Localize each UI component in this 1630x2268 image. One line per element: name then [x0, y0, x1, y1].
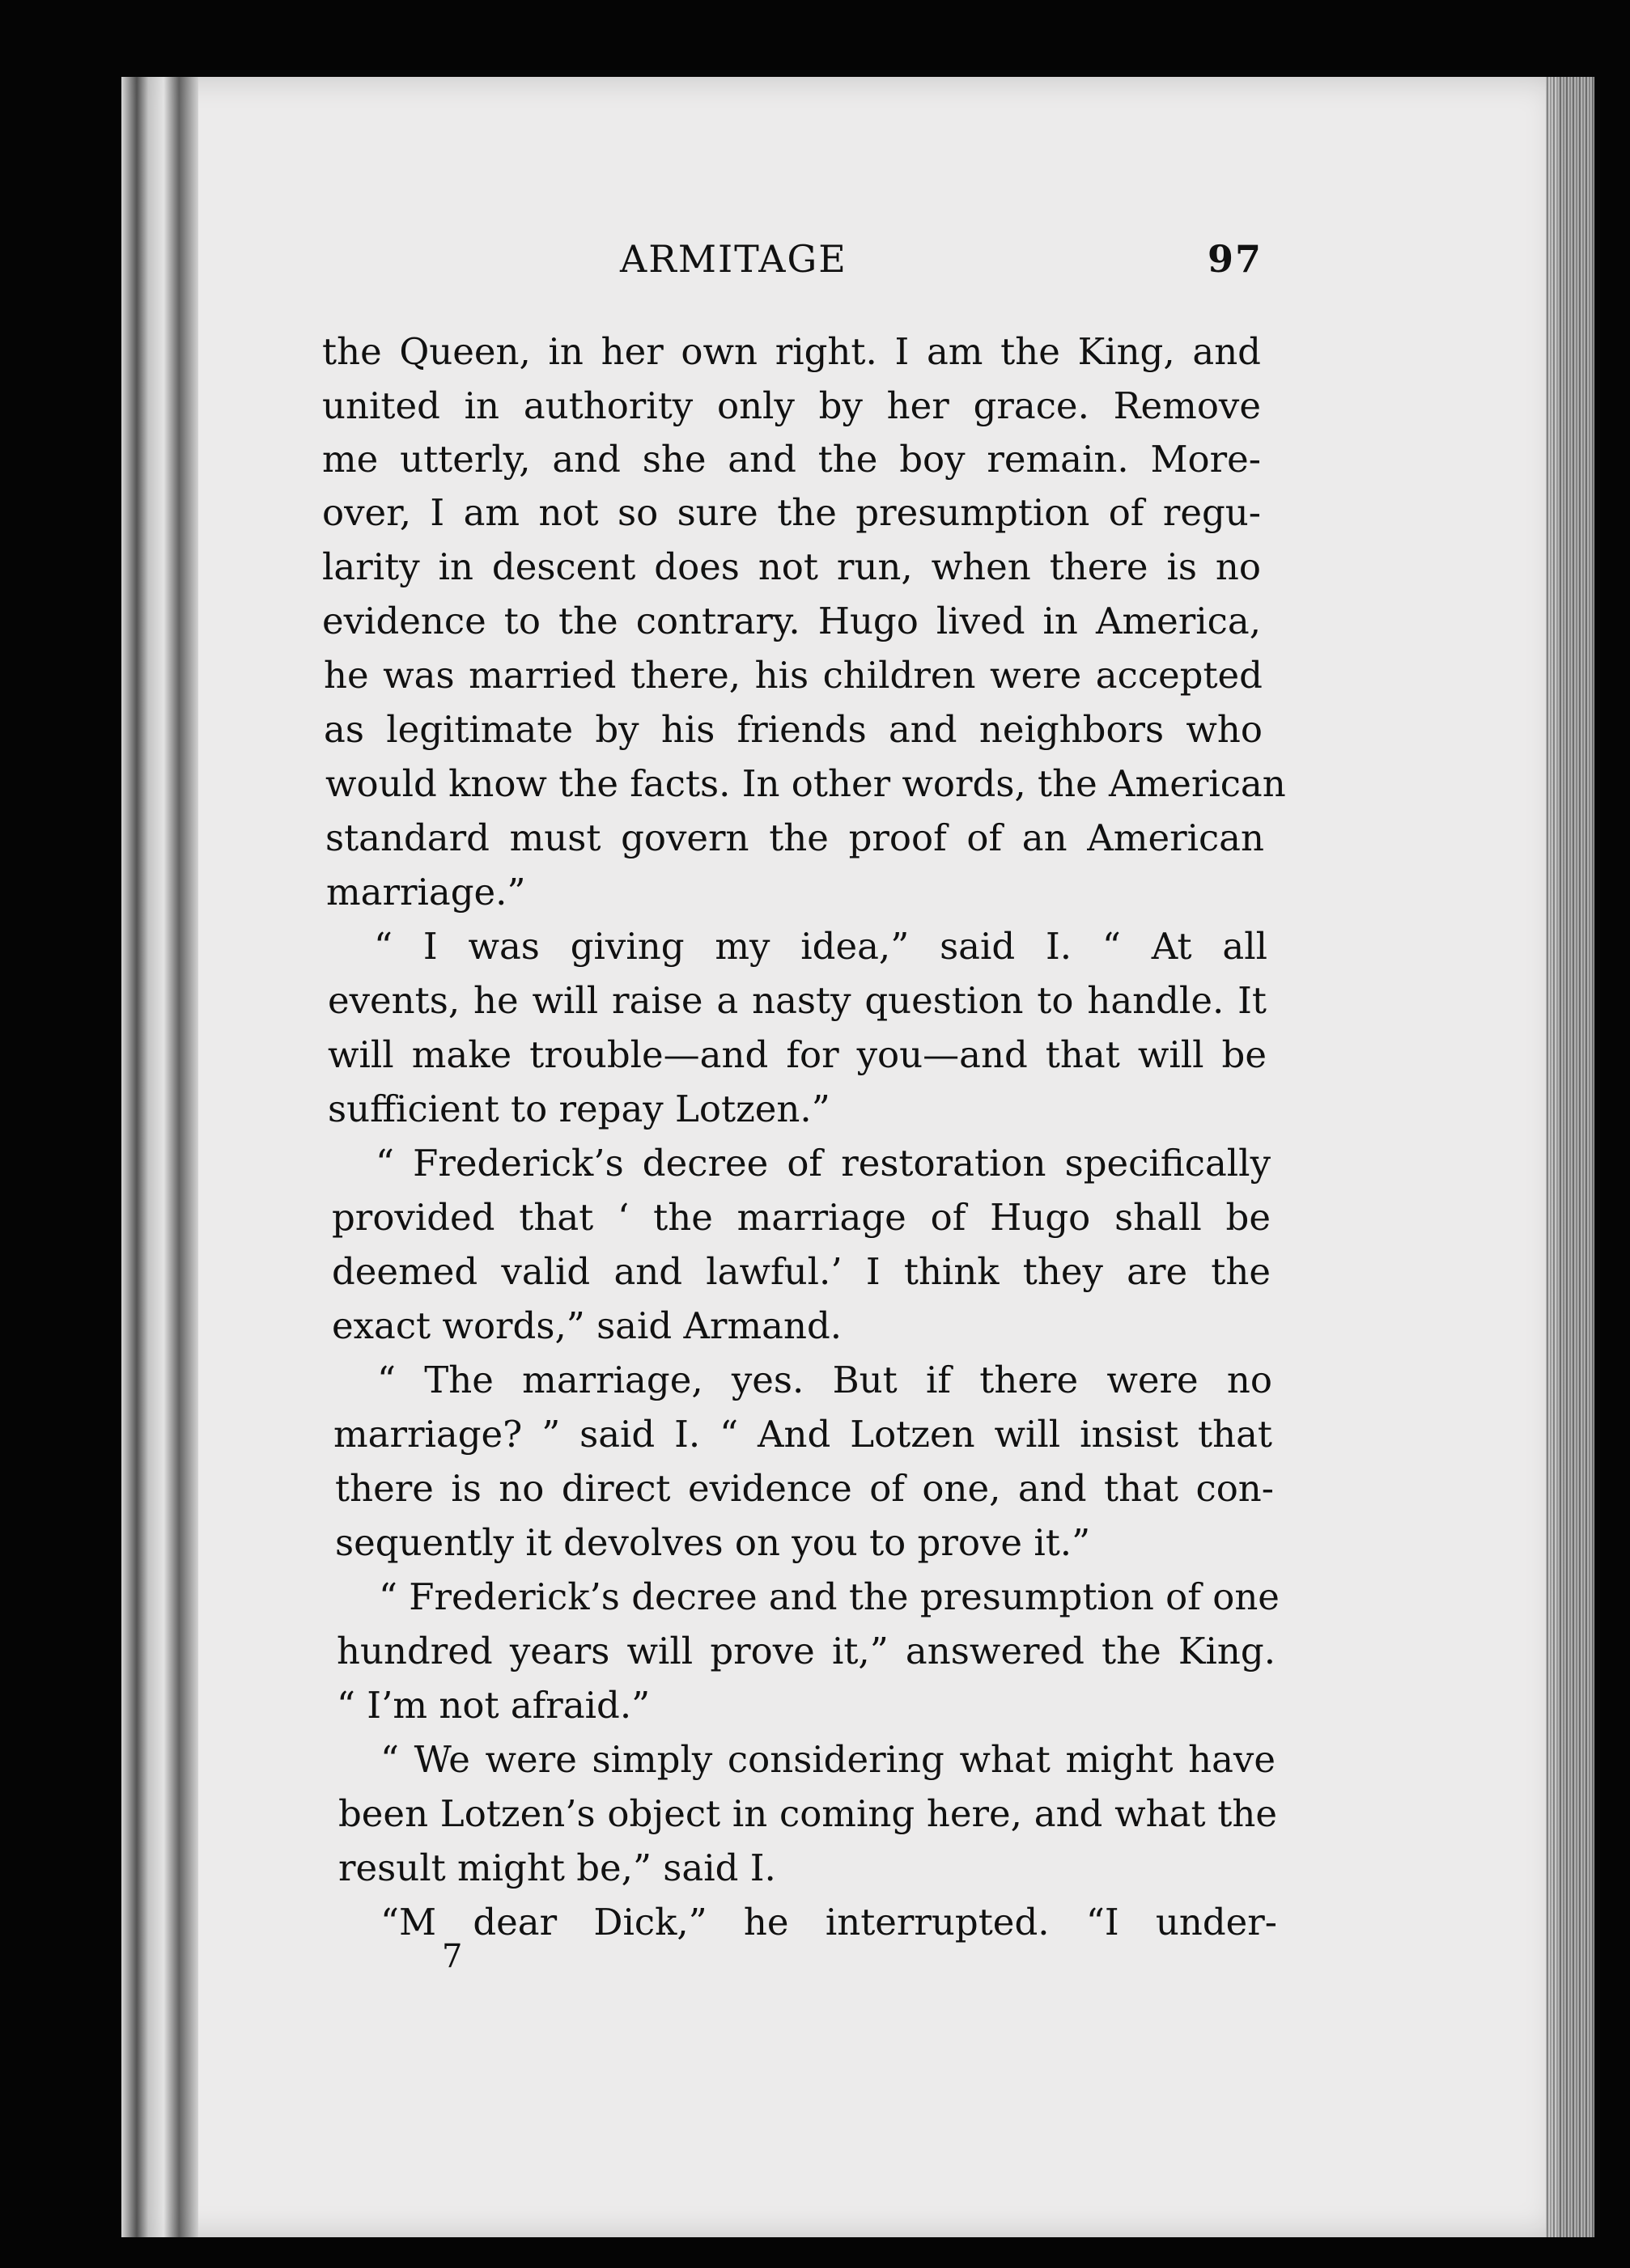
text-line: “ I’m not afraid.” [337, 1684, 651, 1727]
text-line: been Lotzen’s object in coming here, and what the [338, 1792, 1277, 1835]
text-line: united in authority only by her grace. Remove [322, 384, 1261, 427]
running-title: ARMITAGE [620, 237, 847, 281]
text-line: “M dear Dick,” he interrupted. “I under- [380, 1901, 1277, 1944]
running-header [324, 237, 1263, 294]
text-line: as legitimate by his friends and neighbors who [324, 708, 1263, 751]
text-line: there is no direct evidence of one, and that con- [335, 1467, 1274, 1510]
text-line: marriage? ” said I. “ And Lotzen will insist that [333, 1413, 1272, 1456]
text-line: result might be,” said I. [338, 1846, 776, 1889]
text-line: hundred years will prove it,” answered the King. [337, 1630, 1276, 1672]
text-line: me utterly, and she and the boy remain. More- [322, 438, 1261, 481]
text-line: sequently it devolves on you to prove it.” [335, 1521, 1091, 1564]
text-line: “ Frederick’s decree of restoration specifically [376, 1142, 1271, 1185]
signature-mark: 7 [442, 1938, 463, 1975]
text-line: he was married there, his children were accepted [324, 654, 1263, 697]
text-line: deemed valid and lawful.’ I think they are the [332, 1250, 1271, 1293]
text-line: larity in descent does not run, when there is no [322, 545, 1261, 588]
text-line: “ Frederick’s decree and the presumption of one [379, 1575, 1280, 1618]
text-line: will make trouble—and for you—and that will be [328, 1033, 1267, 1076]
page-number: 97 [1207, 237, 1263, 281]
text-line: exact words,” said Armand. [332, 1304, 843, 1347]
text-line: provided that ‘ the marriage of Hugo shall be [332, 1196, 1271, 1239]
text-line: events, he will raise a nasty question to handle. It [328, 979, 1267, 1022]
text-line: sufficient to repay Lotzen.” [328, 1087, 830, 1130]
text-line: standard must govern the proof of an American [325, 816, 1264, 859]
text-line: evidence to the contrary. Hugo lived in America, [322, 600, 1261, 642]
text-line: would know the facts. In other words, the American [325, 762, 1286, 805]
text-line: marriage.” [326, 871, 526, 914]
text-line: over, I am not so sure the presumption of regu- [322, 491, 1261, 534]
text-line: “ We were simply considering what might have [380, 1738, 1276, 1781]
text-line: “ I was giving my idea,” said I. “ At all [374, 925, 1267, 968]
text-line: the Queen, in her own right. I am the King, and [322, 330, 1261, 373]
text-line: “ The marriage, yes. But if there were no [377, 1359, 1272, 1401]
